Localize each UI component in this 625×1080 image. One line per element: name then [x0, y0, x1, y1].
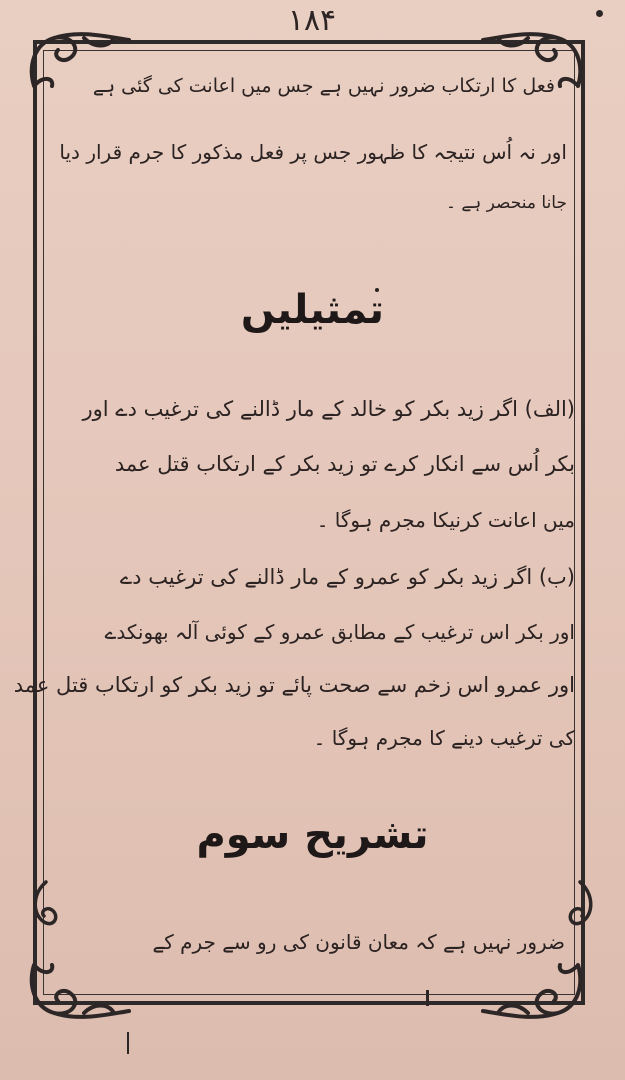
- corner-ornament-bottom-left: [24, 955, 134, 1025]
- side-scroll-ornament-left: [26, 880, 66, 940]
- ink-mark: [127, 1032, 129, 1054]
- text-line: فعل کا ارتکاب ضرور نہیں ہے جس میں اعانت کی گئی ہے: [92, 75, 555, 97]
- ink-mark: [596, 10, 603, 17]
- text-line: جانا منحصر ہے ۔: [445, 193, 567, 213]
- illustration-line: میں اعانت کرنیکا مجرم ہوگا ۔: [316, 508, 575, 532]
- illustration-line: (ب) اگر زید بکر کو عمرو کے مار ڈالنے کی ترغیب دے: [119, 565, 575, 589]
- page-number: ۱۸۴: [287, 3, 337, 38]
- illustration-line: اور عمرو اس زخم سے صحت پائے تو زید بکر کو ارتکاب قتل عمد: [13, 673, 575, 697]
- illustration-line: اور بکر اس ترغیب کے مطابق عمرو کے کوئی آلہ بھونکدے: [104, 620, 575, 644]
- illustration-line: بکر اُس سے انکار کرے تو زید بکر کے ارتکاب قتل عمد: [114, 452, 575, 476]
- illustration-line: کی ترغیب دینے کا مجرم ہوگا ۔: [313, 726, 575, 750]
- section-heading-explanation: تشریح سوم: [196, 812, 429, 858]
- text-line: ضرور نہیں ہے کہ معان قانون کی رو سے جرم کے: [152, 930, 565, 954]
- section-heading-illustrations: تمثیلیں: [240, 287, 385, 333]
- illustration-line: (الف) اگر زید بکر کو خالد کے مار ڈالنے کی ترغیب دے اور: [82, 397, 575, 421]
- ink-mark: [426, 990, 429, 1006]
- text-line: اور نہ اُس نتیجہ کا ظہور جس پر فعل مذکور کا جرم قرار دیا: [59, 140, 567, 164]
- corner-ornament-bottom-right: [478, 955, 588, 1025]
- side-scroll-ornament-right: [560, 880, 600, 940]
